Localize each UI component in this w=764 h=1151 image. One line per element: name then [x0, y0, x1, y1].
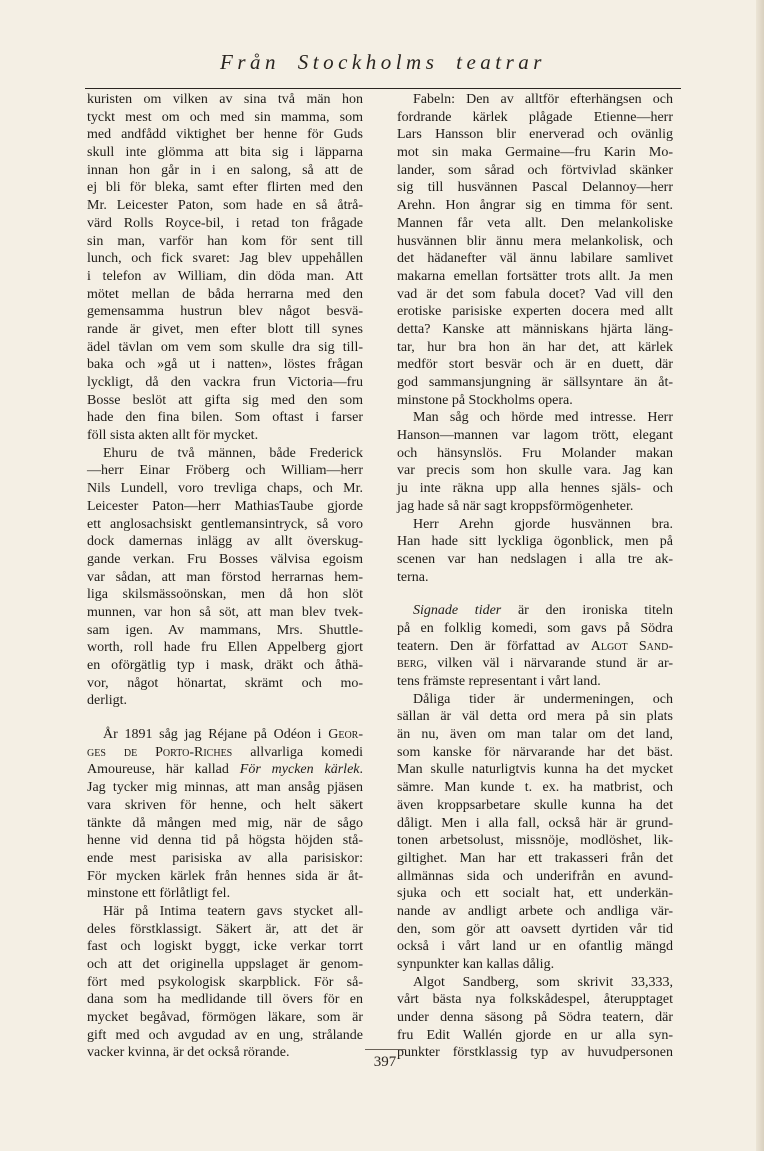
text-segment: , vilken väl i närvarande stund är ar- [423, 656, 673, 672]
text-line [397, 268, 673, 286]
text-segment: gemensamma hustrun blev något besvä- [87, 304, 363, 320]
text-segment: på en folklig komedi, som gavs på Södra [397, 620, 673, 636]
text-segment: fört med psykologisk skarpblick. För så- [87, 974, 363, 990]
text-segment: var sådan, att man förstod herrarnas hem- [87, 569, 363, 585]
text-line [397, 321, 673, 339]
running-header: Från Stockholms teatrar [220, 50, 546, 74]
text-line [397, 815, 673, 833]
right-column [397, 91, 673, 1062]
text-line [397, 726, 673, 744]
text-segment: tyckt mest om och med sin mamma, som [87, 109, 363, 125]
text-line [397, 974, 673, 992]
text-segment: minstone på Stockholms opera. [397, 392, 573, 408]
text-line [397, 673, 673, 691]
text-segment: Herr Arehn gjorde husvännen bra. [413, 516, 673, 532]
text-line [397, 569, 673, 587]
text-line [87, 832, 363, 850]
text-line [397, 498, 673, 516]
text-segment: synpunkter kan kallas dålig. [397, 957, 555, 972]
text-line [397, 144, 673, 162]
text-line [87, 533, 363, 551]
text-line [87, 339, 363, 357]
text-line [397, 462, 673, 480]
text-segment: även kroppsarbetare skulle kunna ha det [397, 797, 673, 813]
text-line [397, 1009, 673, 1027]
text-segment: Bosse beslöt att gifta sig med den som [87, 392, 363, 408]
text-line [397, 868, 673, 886]
text-segment: i telefon av William, din döda man. Att [87, 268, 363, 284]
text-segment: rande är givet, men efter blott till synes [87, 321, 363, 337]
text-segment: var precis som hon skulle vara. Jag kan [397, 463, 673, 479]
text-line [87, 675, 363, 693]
text-segment: tänkte då mången med mig, när de sågo [87, 815, 363, 831]
text-segment: dåligt. Men i alla fall, också här är grund- [397, 815, 673, 831]
text-line [397, 956, 673, 974]
small-caps-name: Geor- [328, 727, 363, 743]
text-line [87, 233, 363, 251]
text-segment: deles förstklassigt. Säkert är, att det är [87, 921, 363, 937]
text-line [87, 639, 363, 657]
text-segment: än nu, även om man talar om det land, [397, 727, 673, 743]
text-line [87, 516, 363, 534]
page-number-rule [365, 1049, 405, 1050]
text-line [87, 197, 363, 215]
page-number: 397 [373, 1054, 397, 1070]
text-segment: mötet mellan de båda herrarna med den [87, 286, 363, 302]
text-segment: och hänsynslös. Fru Molander makan [397, 445, 673, 461]
text-segment: gift med och avgudad av en ung, strålande [87, 1027, 363, 1043]
text-line [87, 480, 363, 498]
small-caps-name: Algot Sand- [590, 638, 673, 654]
text-line [87, 744, 363, 762]
text-segment: kuristen om vilken av sina två män hon [87, 92, 363, 107]
text-line [87, 551, 363, 569]
text-segment: sämre. Man kunde t. ex. ha matbrist, och [397, 780, 673, 796]
text-segment: punkter förstklassig typ av huvudpersonen [397, 1045, 673, 1061]
text-line [87, 921, 363, 939]
text-segment: nande av andligt arbete och andliga vär- [397, 903, 673, 919]
text-segment: fast och logiskt byggt, icke verkar torrt [87, 939, 363, 955]
text-segment: den, som gör att oavsett dyrtiden vår tid [397, 921, 673, 937]
text-line [87, 356, 363, 374]
text-segment: Mannen får veta allt. Den melankoliske [397, 215, 673, 231]
text-line [87, 91, 363, 109]
text-segment: allmännas sida och underifrån en avund- [397, 868, 673, 884]
text-segment: scenen var han nedslagen i alla tre ak- [397, 551, 673, 567]
text-segment: Ehuru de två männen, både Frederick [103, 445, 363, 461]
left-column [87, 91, 363, 1062]
text-segment: vacker kvinna, är det också rörande. [87, 1045, 290, 1061]
text-segment: vårt bästa nya folkskådespel, återupptaget [397, 992, 673, 1008]
text-segment: med andfådd viktighet ber henne för Guds [87, 127, 363, 143]
text-line [87, 726, 363, 744]
text-segment: Mr. Leicester Paton, som hade en så åtrå- [87, 198, 363, 214]
text-line [397, 162, 673, 180]
text-line [87, 445, 363, 463]
text-line [397, 850, 673, 868]
text-line [397, 1044, 673, 1062]
text-segment: värd Rolls Royce-bil, i retad ton frågade [87, 215, 363, 231]
text-line [397, 885, 673, 903]
text-line [87, 321, 363, 339]
text-segment: det hädanefter väl ännu labilare samlivet [397, 251, 673, 267]
text-segment: vad är det som fabula docet? Vad vill den [397, 286, 673, 302]
text-line [397, 250, 673, 268]
text-line [397, 409, 673, 427]
text-line [87, 604, 363, 622]
text-line [87, 815, 363, 833]
text-segment: . [359, 762, 363, 778]
text-segment: tar, hur bra hon än har det, att kärlek [397, 339, 673, 355]
text-segment: makarna emellan fortsätter trots allt. Ja men [397, 268, 673, 284]
text-segment: medför stort besvär och är en duett, där [397, 357, 673, 373]
text-line [397, 126, 673, 144]
text-line [87, 868, 363, 886]
text-line [397, 921, 673, 939]
text-segment: sin man, varför han kom för sent till [87, 233, 363, 249]
text-segment: ju inte räkna upp alla hennes själs- och [397, 481, 673, 497]
text-segment: vor, något hönartat, skrämt och mo- [87, 675, 363, 691]
text-segment: ej bli för bleka, samt efter flirten med den [87, 180, 363, 196]
text-line [397, 233, 673, 251]
text-line [397, 303, 673, 321]
text-segment: lyckligt, då den vackra frun Victoria—fru [87, 375, 363, 390]
text-segment: och att det originella uppslaget är genom- [87, 957, 363, 972]
text-line [87, 1009, 363, 1027]
text-line [397, 761, 673, 779]
text-segment: henne vid denna tid på högsta höjden stå- [87, 833, 363, 849]
text-segment: Han hade sitt lyckliga ögonblick, men på [397, 534, 673, 550]
text-segment: gande verkan. Fru Bosses välvisa egoism [87, 551, 363, 567]
text-segment: Lars Hansson blir enerverad och ovänlig [397, 127, 673, 143]
text-segment: hade den fina bilen. Som oftast i farser [87, 410, 363, 426]
italic-title: För mycken kärlek [239, 762, 360, 778]
text-segment: teatern. Den är författad av [397, 638, 591, 654]
text-line [87, 938, 363, 956]
text-segment: husvännen blir ännu mera melankolisk, och [397, 233, 673, 249]
text-segment: Amoureuse, här kallad [87, 762, 240, 778]
text-line [87, 761, 363, 779]
text-line [87, 179, 363, 197]
text-segment: För mycken kärlek från hennes sida är åt- [87, 868, 363, 884]
text-segment: jag hade så när sagt kroppsförmögenheter. [397, 498, 634, 514]
text-line [397, 91, 673, 109]
text-line [397, 109, 673, 127]
italic-title: Signade tider [413, 603, 502, 619]
text-line [87, 903, 363, 921]
text-line [87, 586, 363, 604]
text-line [87, 692, 363, 710]
text-line [87, 462, 363, 480]
text-segment: tonen arbetsolust, missnöje, modlöshet, lik- [397, 833, 673, 849]
text-line [397, 339, 673, 357]
text-line [87, 409, 363, 427]
text-segment: Hanson—mannen var lagom trött, elegant [397, 428, 673, 444]
text-line [397, 356, 673, 374]
text-line [397, 832, 673, 850]
text-segment: allvarliga komedi [232, 744, 364, 760]
text-segment: lunch, och fick svaret: Jag blev uppehållen [87, 251, 363, 267]
text-segment: är den ironiska titeln [501, 603, 674, 619]
text-segment: Här på Intima teatern gavs stycket all- [103, 903, 363, 919]
text-segment: erotiske parisiske experten docera med allt [397, 304, 673, 320]
text-line [397, 445, 673, 463]
header-rule [85, 88, 681, 89]
text-segment: worth, roll hade fru Ellen Appelberg gjort [87, 640, 363, 656]
text-segment: mycket begåvad, förmögen läkare, som är [87, 1010, 363, 1026]
text-segment: detta? Kanske att människans hjärta läng- [397, 321, 673, 337]
text-line [87, 797, 363, 815]
text-segment: Nils Lundell, voro trevliga chaps, och Mr. [87, 481, 363, 497]
text-line [397, 480, 673, 498]
text-line [397, 516, 673, 534]
text-line [87, 498, 363, 516]
text-line [397, 744, 673, 762]
small-caps-name: ges de Porto-Riches [87, 744, 233, 760]
text-line [87, 657, 363, 675]
text-segment: minstone ett förlåtligt fel. [87, 886, 231, 902]
text-line [87, 1044, 363, 1062]
text-line [397, 533, 673, 551]
text-segment: Dåliga tider är undermeningen, och [413, 691, 673, 707]
text-line [87, 162, 363, 180]
text-segment: liga skilsmässoönskan, men då hon slöt [87, 587, 363, 603]
text-line [397, 392, 673, 410]
text-segment: tens främste representant i vårt land. [397, 674, 601, 689]
text-line [397, 691, 673, 709]
text-segment: giltighet. Man har ett trakasseri från det [397, 850, 673, 866]
text-line [87, 885, 363, 903]
text-line [397, 638, 673, 656]
text-line [397, 1027, 673, 1045]
text-line [87, 144, 363, 162]
text-line [87, 427, 363, 445]
text-segment: vara skriven för henne, och helt säkert [87, 797, 363, 813]
text-line [87, 286, 363, 304]
text-line [397, 991, 673, 1009]
text-line [87, 109, 363, 127]
text-line [87, 374, 363, 392]
text-segment: skull inte glömma att bita sig i läpparna [87, 145, 363, 161]
text-segment: År 1891 såg jag Réjane på Odéon i [103, 727, 329, 743]
small-caps-name: berg [397, 656, 424, 672]
text-segment: Jag tycker mig minnas, att man ansåg pjäsen [87, 780, 363, 796]
text-segment: innan hon går in i en salong, så att de [87, 162, 363, 178]
text-line [87, 956, 363, 974]
text-line [397, 374, 673, 392]
text-line [87, 974, 363, 992]
text-line [87, 303, 363, 321]
text-segment: fordrande kärlek plågade Etienne—herr [397, 109, 673, 125]
text-segment: fru Edit Wallén gjorde en ur alla syn- [397, 1027, 673, 1043]
text-segment: derligt. [87, 693, 128, 709]
text-line [87, 622, 363, 640]
text-line [397, 779, 673, 797]
text-line [397, 708, 673, 726]
text-line [87, 392, 363, 410]
text-line [397, 938, 673, 956]
text-segment: sällan är väl detta ord mera på sin plats [397, 709, 673, 725]
text-segment: Arehn. Hon ångrar sig en timma för sent. [397, 198, 673, 214]
text-line [397, 179, 673, 197]
text-segment: också i vårt land ur en ofantlig mängd [397, 939, 673, 955]
text-line [87, 268, 363, 286]
text-segment: som kanske för närvarande har det bäst. [397, 744, 673, 760]
text-segment: dana som ha medlidande till övers för en [87, 992, 363, 1008]
text-line [397, 427, 673, 445]
page-edge [756, 0, 764, 1151]
text-line [87, 991, 363, 1009]
text-line [397, 797, 673, 815]
text-line [87, 779, 363, 797]
text-line [87, 215, 363, 233]
text-segment: dock damernas inlägg av allt överskug- [87, 534, 363, 550]
text-segment: under denna säsong på Södra teatern, där [397, 1010, 673, 1026]
text-segment: Man skulle naturligtvis kunna ha det mycket [397, 762, 673, 778]
text-segment: Fabeln: Den av alltför efterhängsen och [413, 92, 673, 107]
text-segment: baka och »gå ut i natten», löstes frågan [87, 357, 363, 373]
text-line [397, 215, 673, 233]
text-segment: sam igen. Av mammans, Mrs. Shuttle- [87, 622, 363, 638]
text-segment: —herr Einar Fröberg och William—herr [87, 463, 363, 479]
text-line [397, 903, 673, 921]
paragraph-gap [397, 586, 673, 602]
text-line [87, 1027, 363, 1045]
text-segment: ett anglosachsiskt gentlemansintryck, så voro [87, 516, 363, 532]
text-segment: Leicester Paton—herr MathiasTaube gjorde [87, 498, 363, 514]
text-segment: terna. [397, 569, 429, 585]
text-segment: Man såg och hörde med intresse. Herr [413, 410, 673, 426]
text-line [397, 286, 673, 304]
text-line [397, 620, 673, 638]
text-segment: sjuka och ett socialt hat, ett underkän- [397, 886, 673, 902]
text-segment: god sammansjungning är sällsyntare än åt- [397, 375, 673, 390]
text-segment: föll sista akten allt för mycket. [87, 428, 259, 444]
text-line [87, 569, 363, 587]
text-line [397, 602, 673, 620]
text-line [87, 250, 363, 268]
text-segment: munnen, var hon så söt, att man blev tvek- [87, 604, 363, 620]
text-segment: lander, som sårad och förtvivlad skänker [397, 162, 673, 178]
text-line [397, 197, 673, 215]
text-line [87, 126, 363, 144]
text-line [397, 551, 673, 569]
text-segment: sig till husvännen Pascal Delannoy—herr [397, 180, 673, 196]
text-segment: en oförgätlig typ i mask, dräkt och åthä- [87, 658, 363, 673]
text-line [397, 655, 673, 673]
text-line [87, 850, 363, 868]
text-segment: Algot Sandberg, som skrivit 33,333, [413, 974, 673, 990]
text-segment: ende mest parisiska av alla parisiskor: [87, 850, 363, 866]
paragraph-gap [87, 710, 363, 726]
text-segment: mot sin maka Germaine—fru Karin Mo- [397, 145, 673, 161]
text-segment: ädel tävlan om vem som skulle dra sig till- [87, 339, 363, 355]
